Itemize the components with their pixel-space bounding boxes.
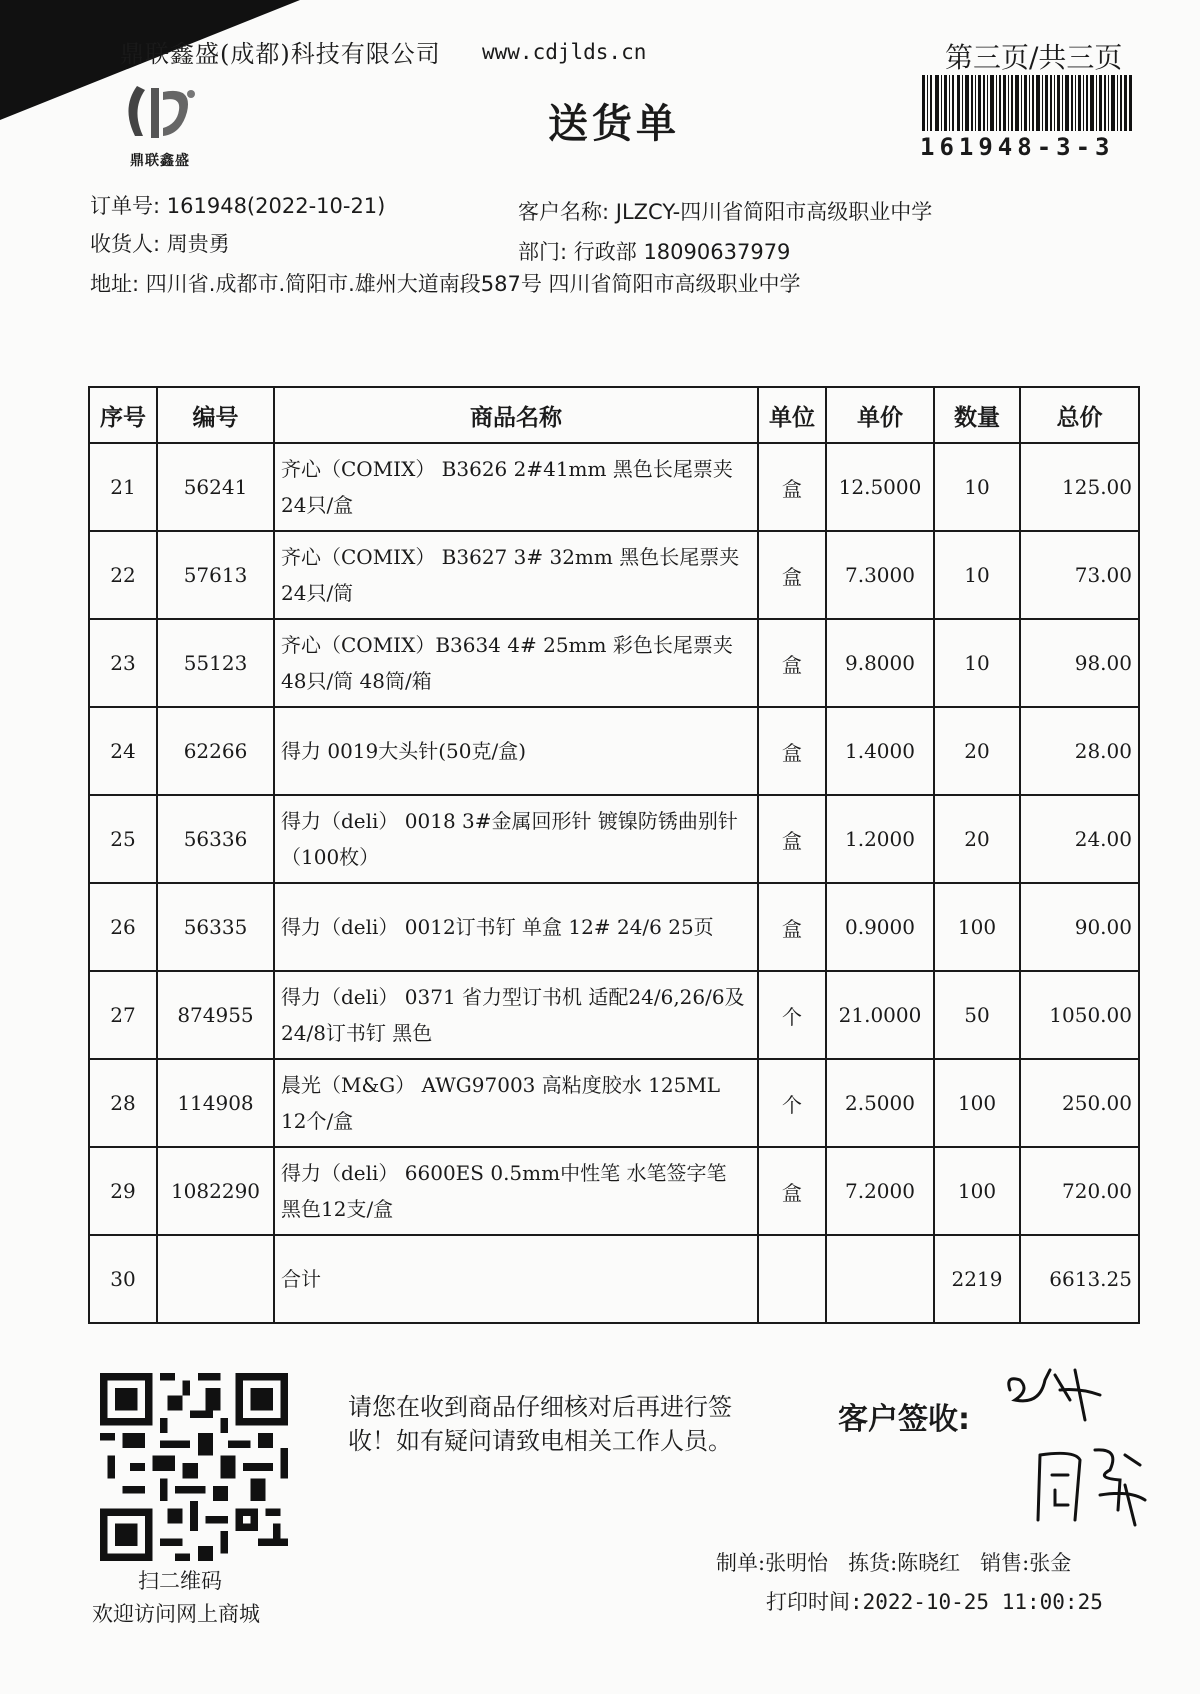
table-row: [89, 619, 1139, 707]
table-row: [89, 707, 1139, 795]
company-logo: [110, 78, 210, 176]
logo-icon: [117, 78, 203, 148]
cell-name: 得力（deli） 0371 省力型订书机 适配24/6,26/6及24/8订书钉 黑色: [274, 971, 758, 1059]
cell-unit: 盒: [758, 1147, 826, 1235]
table-row: [89, 1059, 1139, 1147]
qr-caption-scan: 扫二维码: [138, 1569, 222, 1593]
header-code: 编号: [157, 387, 274, 443]
cell-seq: 25: [89, 795, 157, 883]
cell-code: 55123: [157, 619, 274, 707]
receiver-value: 周贵勇: [166, 232, 230, 256]
qr-code-icon: [100, 1373, 288, 1561]
cell-code: 874955: [157, 971, 274, 1059]
cell-name: 齐心（COMIX）B3634 4# 25mm 彩色长尾票夹 48只/筒 48筒/箱: [274, 619, 758, 707]
cell-code: [157, 1235, 274, 1323]
cell-price: 7.2000: [826, 1147, 934, 1235]
company-name: 鼎联鑫盛(成都)科技有限公司: [120, 40, 441, 68]
barcode-number: 161948-3-3: [920, 133, 1115, 161]
cell-total: 250.00: [1020, 1059, 1139, 1147]
address: [90, 268, 801, 298]
cell-code: 62266: [157, 707, 274, 795]
cell-total: 1050.00: [1020, 971, 1139, 1059]
cell-seq: 22: [89, 531, 157, 619]
cell-price: 9.8000: [826, 619, 934, 707]
cell-unit: 盒: [758, 707, 826, 795]
cell-seq: 28: [89, 1059, 157, 1147]
cell-code: 114908: [157, 1059, 274, 1147]
cell-name: 齐心（COMIX） B3627 3# 32mm 黑色长尾票夹 24只/筒: [274, 531, 758, 619]
cell-price: 1.4000: [826, 707, 934, 795]
receiver-label: 收货人:: [90, 232, 161, 256]
table-total-row: [89, 1235, 1139, 1323]
cell-qty: 100: [934, 1059, 1020, 1147]
table-row: [89, 971, 1139, 1059]
table-row: [89, 883, 1139, 971]
cell-price: 21.0000: [826, 971, 934, 1059]
cell-unit: 盒: [758, 443, 826, 531]
company-website: www.cdjlds.cn: [482, 40, 647, 64]
cell-name: 得力（deli） 6600ES 0.5mm中性笔 水笔签字笔 黑色12支/盒: [274, 1147, 758, 1235]
order-number-label: 订单号:: [90, 194, 161, 218]
address-value: 四川省.成都市.简阳市.雄州大道南段587号 四川省简阳市高级职业中学: [145, 272, 801, 296]
cell-total: 24.00: [1020, 795, 1139, 883]
cell-code: 56335: [157, 883, 274, 971]
cell-total: 73.00: [1020, 531, 1139, 619]
cell-unit: 个: [758, 1059, 826, 1147]
staff-line: [716, 1547, 1091, 1577]
cell-qty: 100: [934, 1147, 1020, 1235]
qr-caption-welcome: 欢迎访问网上商城: [92, 1602, 260, 1626]
table-row: [89, 531, 1139, 619]
logo-text: 鼎联鑫盛: [130, 153, 190, 169]
cell-total: 90.00: [1020, 883, 1139, 971]
cell-qty: 2219: [934, 1235, 1020, 1323]
cell-total: 98.00: [1020, 619, 1139, 707]
cell-unit: 个: [758, 971, 826, 1059]
cell-unit: 盒: [758, 619, 826, 707]
cell-seq: 26: [89, 883, 157, 971]
cell-code: 57613: [157, 531, 274, 619]
cell-price: 0.9000: [826, 883, 934, 971]
cell-qty: 10: [934, 531, 1020, 619]
cell-name: 晨光（M&G） AWG97003 高粘度胶水 125ML 12个/盒: [274, 1059, 758, 1147]
header-unit: 单位: [758, 387, 826, 443]
cell-name: 得力（deli） 0012订书钉 单盒 12# 24/6 25页: [274, 883, 758, 971]
address-label: 地址:: [90, 272, 140, 296]
cell-seq: 21: [89, 443, 157, 531]
department: [518, 236, 790, 266]
department-value: 行政部 18090637979: [573, 240, 791, 264]
cell-price: 12.5000: [826, 443, 934, 531]
cell-seq: 30: [89, 1235, 157, 1323]
order-number: [90, 190, 385, 220]
cell-code: 56241: [157, 443, 274, 531]
cell-seq: 29: [89, 1147, 157, 1235]
cell-name: 得力（deli） 0018 3#金属回形针 镀镍防锈曲别针（100枚）: [274, 795, 758, 883]
cell-seq: 24: [89, 707, 157, 795]
cell-total: 6613.25: [1020, 1235, 1139, 1323]
header-qty: 数量: [934, 387, 1020, 443]
receiver: [90, 228, 230, 258]
customer-value: JLZCY-四川省简阳市高级职业中学: [615, 200, 933, 224]
cell-total: 28.00: [1020, 707, 1139, 795]
header-price: 单价: [826, 387, 934, 443]
customer-name: [518, 196, 932, 226]
cell-price: 1.2000: [826, 795, 934, 883]
cell-code: 1082290: [157, 1147, 274, 1235]
header-seq: 序号: [89, 387, 157, 443]
cell-unit: 盒: [758, 883, 826, 971]
cell-total: 720.00: [1020, 1147, 1139, 1235]
cell-price: 2.5000: [826, 1059, 934, 1147]
cell-unit: 盒: [758, 531, 826, 619]
items-table: [88, 386, 1140, 1324]
cell-code: 56336: [157, 795, 274, 883]
picker: 拣货:陈晓红: [848, 1551, 961, 1575]
cell-qty: 50: [934, 971, 1020, 1059]
customer-label: 客户名称:: [518, 200, 610, 224]
page-indicator: 第三页/共三页: [945, 41, 1123, 74]
header-total: 总价: [1020, 387, 1139, 443]
cell-qty: 100: [934, 883, 1020, 971]
print-time: 打印时间:2022-10-25 11:00:25: [766, 1590, 1103, 1614]
customer-sign-label: 客户签收:: [838, 1402, 970, 1437]
table-row: [89, 795, 1139, 883]
barcode-icon: [922, 75, 1132, 131]
header-name: 商品名称: [274, 387, 758, 443]
cell-price: 7.3000: [826, 531, 934, 619]
department-label: 部门:: [518, 240, 568, 264]
table-row: [89, 443, 1139, 531]
cell-unit: [758, 1235, 826, 1323]
document-title: 送货单: [548, 101, 680, 147]
cell-qty: 20: [934, 795, 1020, 883]
order-number-value: 161948(2022-10-21): [166, 194, 386, 218]
cell-qty: 20: [934, 707, 1020, 795]
cell-unit: 盒: [758, 795, 826, 883]
cell-qty: 10: [934, 619, 1020, 707]
cell-seq: 27: [89, 971, 157, 1059]
cell-total: 125.00: [1020, 443, 1139, 531]
receipt-notice: 请您在收到商品仔细核对后再进行签收！如有疑问请致电相关工作人员。: [348, 1393, 732, 1455]
cell-price: [826, 1235, 934, 1323]
cell-name: 合计: [274, 1235, 758, 1323]
cell-name: 齐心（COMIX） B3626 2#41mm 黑色长尾票夹 24只/盒: [274, 443, 758, 531]
cell-seq: 23: [89, 619, 157, 707]
table-row: [89, 1147, 1139, 1235]
table-header-row: [89, 387, 1139, 443]
cell-name: 得力 0019大头针(50克/盒): [274, 707, 758, 795]
maker: 制单:张明怡: [716, 1551, 829, 1575]
sales: 销售:张金: [980, 1551, 1072, 1575]
cell-qty: 10: [934, 443, 1020, 531]
handwritten-signature: [1000, 1360, 1150, 1540]
